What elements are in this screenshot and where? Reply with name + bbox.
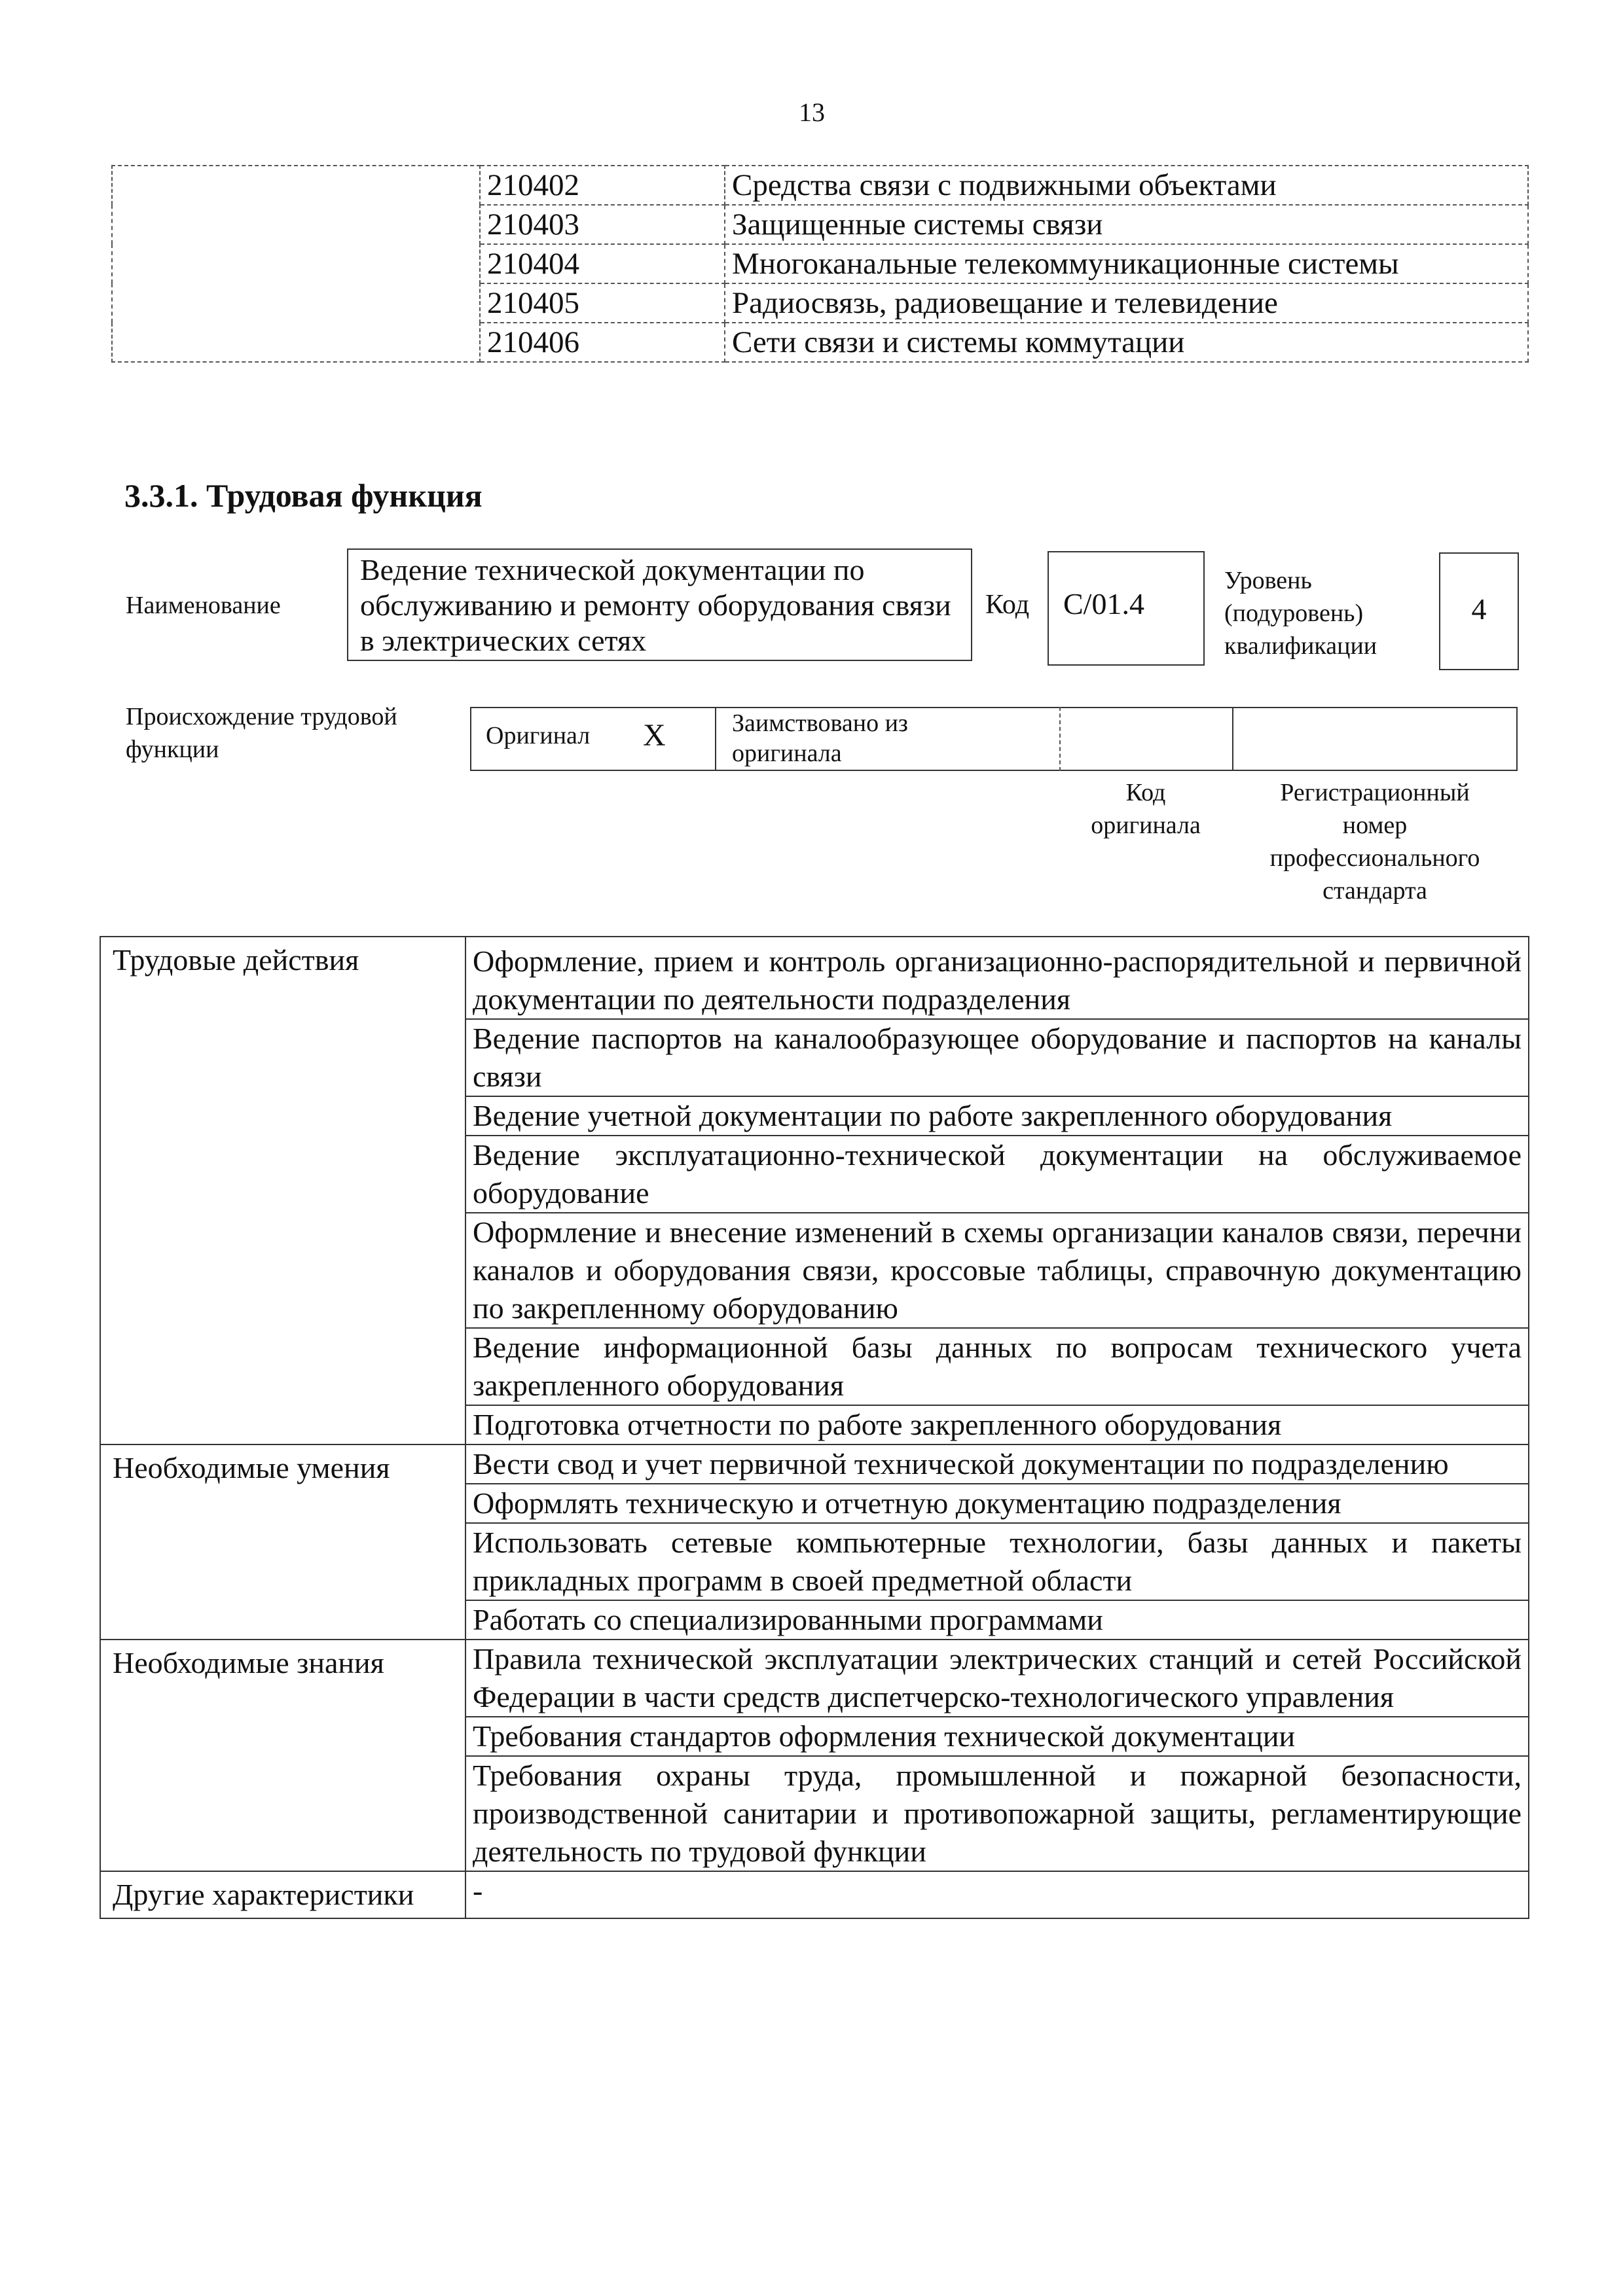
table-row — [112, 166, 1528, 205]
function-code-box — [1048, 551, 1205, 666]
specialty-code: 210403 — [480, 205, 725, 244]
level-label: Уровень (подуровень) квалификации — [1224, 567, 1377, 660]
list-item: Оформлять техническую и отчетную документацию подразделения — [465, 1484, 1529, 1523]
list-item: Ведение эксплуатационно-технической документации на обслуживаемое оборудование — [465, 1136, 1529, 1213]
list-item: Ведение паспортов на каналообразующее оборудование и паспортов на каналы связи — [465, 1019, 1529, 1096]
list-item: Вести свод и учет первичной технической документации по подразделению — [465, 1444, 1529, 1484]
original-label: Оригинал — [486, 722, 591, 749]
specialty-name: Сети связи и системы коммутации — [725, 323, 1528, 362]
list-item: Использовать сетевые компьютерные технологии, базы данных и пакеты прикладных программ в своей предметной области — [465, 1523, 1529, 1600]
code-label: Код — [985, 590, 1030, 620]
original-mark: X — [643, 718, 666, 753]
list-item: Требования стандартов оформления технической документации — [465, 1717, 1529, 1756]
specialty-name: Многоканальные телекоммуникационные системы — [725, 244, 1528, 283]
list-item: Оформление и внесение изменений в схемы организации каналов связи, перечни каналов и оборудования связи, кроссовые таблицы, справочную документацию по закрепленному оборудованию — [465, 1213, 1529, 1328]
specialty-code: 210402 — [480, 166, 725, 205]
specialty-code: 210406 — [480, 323, 725, 362]
specialty-name: Защищенные системы связи — [725, 205, 1528, 244]
specialty-code: 210405 — [480, 283, 725, 323]
origin-divider — [1059, 707, 1061, 771]
section-title-cell: Необходимые умения — [100, 1444, 465, 1640]
level-value: 4 — [1471, 592, 1487, 626]
reg-number-label: Регистрационный номер профессионального стандарта — [1269, 779, 1480, 905]
origin-label: Происхождение трудовой функции — [126, 703, 397, 763]
origin-divider — [1232, 707, 1233, 771]
section-title-cell: Необходимые знания — [100, 1640, 465, 1871]
specialty-code: 210404 — [480, 244, 725, 283]
function-name-value: Ведение технической документации по обслуживанию и ремонту оборудования связи в электрических сетях — [360, 553, 951, 657]
code-original-label: Код оригинала — [1091, 779, 1201, 839]
specialty-name: Радиосвязь, радиовещание и телевидение — [725, 283, 1528, 323]
list-item: Подготовка отчетности по работе закрепленного оборудования — [465, 1405, 1529, 1444]
list-item: Работать со специализированными программами — [465, 1600, 1529, 1640]
labor-function-table — [100, 936, 1529, 1919]
list-item: - — [465, 1871, 1529, 1918]
function-code-value: C/01.4 — [1063, 587, 1144, 620]
specialty-blank-cell — [112, 166, 480, 362]
origin-divider — [715, 707, 716, 771]
level-box — [1439, 552, 1519, 670]
list-item: Требования охраны труда, промышленной и пожарной безопасности, производственной санитарии и противопожарной защиты, регламентирующие деятельность по трудовой функции — [465, 1756, 1529, 1871]
table-row — [100, 1640, 1529, 1717]
page-number: 13 — [799, 98, 825, 127]
table-row — [100, 1444, 1529, 1484]
list-item: Ведение учетной документации по работе закрепленного оборудования — [465, 1096, 1529, 1136]
function-name-box — [347, 548, 972, 661]
list-item: Оформление, прием и контроль организационно-распорядительной и первичной документации по деятельности подразделения — [465, 937, 1529, 1019]
origin-box — [470, 707, 1518, 771]
list-item: Ведение информационной базы данных по вопросам технического учета закрепленного оборудования — [465, 1328, 1529, 1405]
list-item: Правила технической эксплуатации электрических станций и сетей Российской Федерации в части средств диспетчерско-технологического управления — [465, 1640, 1529, 1717]
table-row — [100, 1871, 1529, 1918]
specialty-name: Средства связи с подвижными объектами — [725, 166, 1528, 205]
borrowed-label: Заимствовано из оригинала — [732, 709, 908, 767]
specialty-table — [111, 165, 1529, 363]
table-row — [100, 937, 1529, 1019]
section-title-cell: Другие характеристики — [100, 1871, 465, 1918]
section-title-cell: Трудовые действия — [100, 937, 465, 1444]
name-label: Наименование — [126, 592, 281, 619]
section-title: 3.3.1. Трудовая функция — [124, 477, 483, 514]
